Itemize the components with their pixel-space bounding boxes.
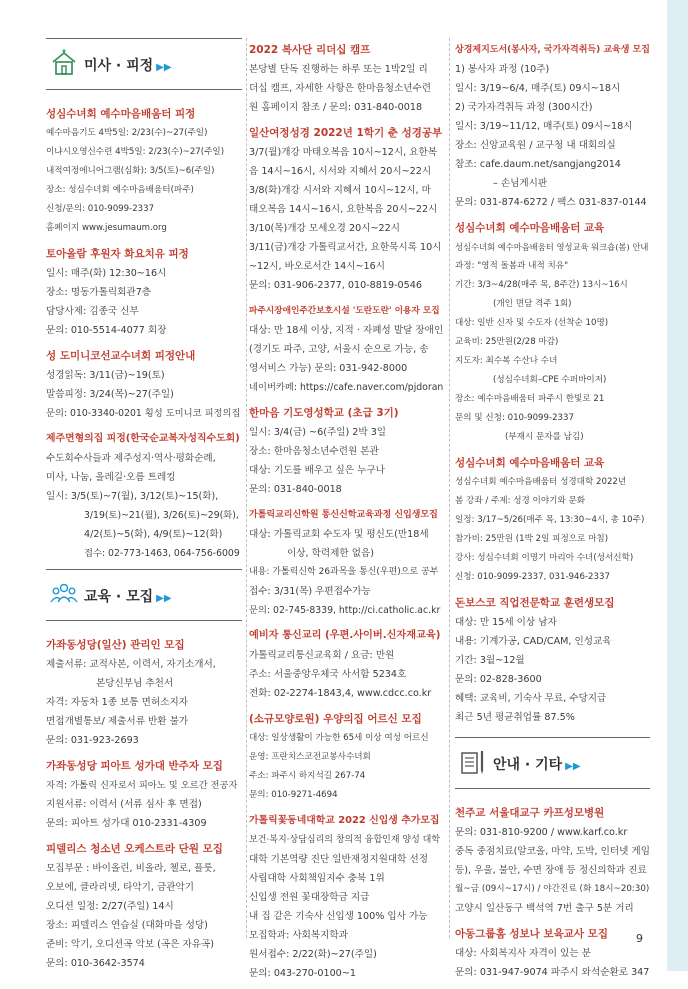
notice-line: (부재시 문자를 남김) [505, 432, 584, 442]
notice-line: 강사: 성심수녀회 이명기 마리아 수녀(성서신학) [455, 553, 634, 563]
notice-line: 참가비: 25만원 (1박 2일 피정으로 마침) [455, 534, 609, 544]
notice-line: 장소: 성심수녀회 예수마음배움터(파주) [46, 185, 194, 195]
notice-line: (경기도 파주, 고양, 서울시 순으로 가능, 송 [249, 344, 429, 355]
notice-line: 접수: 02-773-1463, 064-756-6009 [84, 548, 240, 559]
notice-line: 문의: 031-906-2377, 010-8819-0546 [249, 280, 422, 291]
notice-title: 아동그룹홈 성보나 보육교사 모집 [455, 928, 608, 940]
notice-item [455, 803, 650, 918]
notice-line: 네이버카페: https://cafe.naver.com/pjdoran [249, 382, 444, 393]
notice-title: 일산여정성경 2022년 1학기 춘 성경공부 [249, 127, 443, 139]
notice-line: 모집학과: 사회복지학과 [249, 930, 348, 941]
notice-line: 일시: 3/4(금) ~6(주일) 2박 3일 [249, 427, 387, 438]
notice-line: 원서접수: 2/22(화)~27(주일) [249, 949, 377, 960]
notice-line: 성심수녀회 예수마음배움터 성경대학 2022년 [455, 477, 627, 487]
column-middle [249, 40, 443, 989]
notice-line: 성심수녀회 예수마음배움터 영성교육 워크숍(봄) 안내 [455, 242, 649, 252]
section-header-info-etc [455, 737, 650, 789]
group-people-icon [50, 580, 78, 608]
notice-line: 지도자: 최수복 수산나 수녀 [455, 356, 558, 366]
notice-item [249, 811, 443, 983]
notice-line: 담당사제: 김종국 신부 [46, 306, 139, 317]
notice-line: 사립대학 사회책임지수 충북 1위 [249, 873, 385, 884]
notice-line: 문의: 031-874-6272 / 팩스 031-837-0144 [455, 197, 647, 208]
notice-line: (성심수녀회–CPE 수퍼바이저) [493, 375, 607, 385]
page-number: 9 [636, 932, 643, 945]
notice-line: 1) 봉사자 과정 (10주) [455, 64, 550, 75]
notice-line: 대상: 일반 신자 및 수도자 (선착순 10명) [455, 318, 609, 328]
notice-title: 예비자 통신교리 (우편.사이버.신자재교육) [249, 630, 441, 641]
notice-line: 주소: 서울중앙우체국 사서함 5234호 [249, 669, 407, 680]
notice-line: 장소: 예수마음배움터 파주시 한빛로 21 [455, 394, 605, 404]
church-icon [50, 49, 78, 77]
notice-item [455, 40, 650, 212]
notice-item [455, 218, 650, 447]
notice-title: 성 도미니코선교수녀회 피정안내 [46, 350, 196, 362]
notice-line: 제출서류: 교적사본, 이력서, 자기소개서, [46, 659, 216, 670]
notice-line: 혜택: 교육비, 기숙사 무료, 수당지급 [455, 693, 607, 704]
arrow-icon: ▶▶ [156, 593, 172, 604]
notice-line: 3/8(화)개강 시서와 지혜서 10시~12시, 마 [249, 185, 431, 196]
notice-line: 문의: 02-745-8339, http://ci.catholic.ac.kr [249, 605, 441, 616]
notice-line: 예수마음기도 4박5일: 2/23(수)~27(주일) [46, 128, 208, 138]
notice-line: 참조: cafe.daum.net/sangjang2014 [455, 159, 621, 170]
notice-title: 가톨릭꽃동네대학교 2022 신입생 추가모집 [249, 815, 440, 826]
notice-title: 가좌동성당 피아트 성가대 반주자 모집 [46, 760, 223, 772]
notice-item [46, 635, 242, 750]
column-right [455, 40, 650, 988]
notice-line: 일정: 3/17~5/26(매주 목, 13:30~4시, 총 10주) [455, 515, 645, 525]
notice-line: 오디션 일정: 2/27(주일) 14시 [46, 901, 174, 912]
notice-line: 신청/문의: 010-9099-2337 [46, 204, 155, 214]
notice-line: 일시: 3/5(토)~7(월), 3/12(토)~15(화), [46, 491, 219, 502]
notice-line: 미사, 나눔, 올레길·오름 트레킹 [46, 472, 176, 483]
notice-line: 더십 캠프, 자세한 사항은 한마음청소년수련 [249, 83, 432, 94]
notice-line: 홈페이지 www.jesumaum.org [46, 223, 167, 233]
arrow-icon: ▶▶ [565, 761, 581, 772]
notice-line: 이상, 학력제한 없음) [287, 548, 375, 559]
notice-item [249, 505, 443, 620]
notice-line: 대상: 만 18세 이상, 지적 · 자폐성 발달 장애인 [249, 325, 444, 336]
column-left [46, 38, 242, 979]
notice-line: 월~금 (09시~17시) / 야간진료 (화 18시~20:30) [455, 884, 650, 894]
notice-line: 대상: 일상생활이 가능한 65세 이상 여성 어르신 [249, 733, 429, 743]
notice-title: (소규모양로원) 우양의집 어르신 모집 [249, 713, 422, 725]
column-divider [449, 38, 450, 938]
notice-line: 문의: 010-3642-3574 [46, 958, 145, 969]
notice-item [455, 593, 650, 727]
section-title: 미사 · 피정 ▶▶ [84, 58, 172, 74]
notice-line: 교육비: 25만원(2/28 마감) [455, 337, 559, 347]
notice-line: 문의: 010-9271-4694 [249, 790, 338, 800]
section-header-education-recruit [46, 569, 242, 621]
notice-item [249, 123, 443, 295]
notice-line: 자격: 자동차 1종 보통 면허소지자 [46, 697, 189, 708]
notice-line: 자격: 가톨릭 신자로서 피아노 및 오르간 전공자 [46, 780, 238, 791]
notice-line: 대상: 만 15세 이상 남자 [455, 617, 557, 628]
notice-title: 천주교 서울대교구 카프성모병원 [455, 807, 605, 819]
notice-line: 태오복음 14시~16시, 요한복음 20시~22시 [249, 204, 438, 215]
notice-title: 성심수녀회 예수마음배움터 교육 [455, 222, 605, 234]
notice-title: 가톨릭교리신학원 통신신학교육과정 신입생모집 [249, 510, 438, 520]
notice-title: 제주면형의집 피정(한국순교복자성직수도회) [46, 433, 240, 444]
notice-line: 지원서류: 이력서 (서류 심사 후 면접) [46, 799, 202, 810]
notice-item [249, 626, 443, 703]
notice-line: 고양시 일산동구 백석역 7번 출구 5분 거리 [455, 903, 634, 914]
notice-title: 피델리스 청소년 오케스트라 단원 모집 [46, 843, 223, 855]
notice-line: 문의 및 신청: 010-9099-2337 [455, 413, 574, 423]
notice-item [249, 301, 443, 397]
notice-line: 내 집 같은 기숙사 신입생 100% 입사 가능 [249, 911, 428, 922]
notice-item [46, 429, 242, 563]
notice-line: 오보에, 클라리넷, 타악기, 금관악기 [46, 882, 195, 893]
notice-line: 일시: 매주(화) 12:30~16시 [46, 268, 167, 279]
notice-line: 수도회수사들과 제주성지·역사·평화순례, [46, 453, 216, 464]
notice-line: 운영: 프란치스코전교봉사수녀회 [249, 752, 371, 762]
notice-line: 주소: 파주시 하지석길 267-74 [249, 771, 366, 781]
notice-title: 성심수녀회 예수마음배움터 피정 [46, 108, 196, 120]
notice-line: 대상: 가톨릭교회 수도자 및 평신도(만18세 [249, 529, 429, 540]
notice-line: 문의: 010-3340-0201 횡성 도미니코 피정의집 [46, 408, 241, 419]
notice-line: – 손님게시판 [493, 178, 548, 189]
notice-line: 대학 기본역량 진단 일반재정지원대학 선정 [249, 854, 429, 865]
page-edge-tab [667, 0, 688, 971]
notice-line: 3/11(금)개강 가톨릭교서간, 요한묵시록 10시 [249, 242, 442, 253]
notice-line: 장소: 신앙교육원 / 교구청 내 대회의실 [455, 140, 616, 151]
notice-title: 한마음 기도영성학교 (초급 3기) [249, 407, 399, 419]
notice-item [455, 453, 650, 587]
notice-line: 음 14시~16시, 시서와 지혜서 20시~22시 [249, 166, 432, 177]
notice-line: 4/2(토)~5(화), 4/9(토)~12(화) [84, 529, 223, 540]
notice-title: 2022 복사단 리더십 캠프 [249, 44, 371, 56]
notice-line: 장소: 명동가톨릭회관7층 [46, 287, 152, 298]
notice-line: 문의: 043-270-0100~1 [249, 968, 356, 979]
notice-item [249, 709, 443, 805]
notice-line: 기간: 3월~12월 [455, 655, 525, 666]
notice-line: 일시: 3/19~6/4, 매주(토) 09시~18시 [455, 83, 621, 94]
notice-title: 토아올람 후원자 화요치유 피정 [46, 248, 189, 260]
notice-item [249, 403, 443, 499]
notice-line: 문의: 031-923-2693 [46, 735, 139, 746]
section-header-mass-retreat [46, 38, 242, 90]
notice-line: 내용: 기계가공, CAD/CAM, 인성교육 [455, 636, 612, 647]
notice-item [46, 756, 242, 833]
notice-item [46, 839, 242, 973]
notice-line: 신청: 010-9099-2337, 031-946-2337 [455, 572, 610, 582]
notice-title: 돈보스코 직업전문학교 훈련생모집 [455, 597, 615, 609]
notice-item [46, 346, 242, 423]
notice-item [46, 244, 242, 340]
notice-line: 보건·복지·상담심리의 창의적 융합인재 양성 대학 [249, 835, 441, 845]
notice-line: 봄 강좌 / 주제: 성경 이야기와 문화 [455, 496, 586, 506]
notice-line: 내적여정에니어그램(심화): 3/5(토)~6(주일) [46, 166, 215, 176]
notice-line: 문의: 02-828-3600 [455, 674, 542, 685]
notice-title: 파주시장애인주간보호시설 '도란도란' 이용자 모집 [249, 306, 440, 316]
notice-line: 등), 우울, 불안, 수면 장애 등 정신의학과 진료 [455, 865, 647, 876]
notice-line: (개인 면담 격주 1회) [493, 299, 572, 309]
notice-line: 과정: "영적 돌봄과 내적 치유" [455, 261, 569, 271]
notice-line: 대상: 사회복지사 자격이 있는 분 [455, 948, 591, 959]
notice-line: 본당별 단독 진행하는 하루 또는 1박2일 리 [249, 64, 428, 75]
section-title: 안내 · 기타 ▶▶ [493, 757, 581, 773]
notice-item [46, 104, 242, 238]
notice-line: 문의: 피아트 성가대 010-2331-4309 [46, 818, 207, 829]
notice-line: 면접개별통보/ 제출서류 반환 불가 [46, 716, 189, 727]
notice-line: 중독 중점치료(알코올, 마약, 도박, 인터넷 게임 [455, 846, 650, 857]
notice-line: 접수: 3/31(목) 우편접수가능 [249, 586, 371, 597]
notice-line: 신입생 전원 꽃대장학금 지급 [249, 892, 370, 903]
notice-line: 장소: 피델리스 연습실 (대화마을 성당) [46, 920, 208, 931]
notice-line: ~12시, 바오로서간 14시~16시 [249, 261, 385, 272]
notice-title: 가좌동성당(일산) 관리인 모집 [46, 639, 185, 651]
notice-line: 성경읽독: 3/11(금)~19(토) [46, 370, 165, 381]
notice-line: 이냐시오영신수련 4박5일: 2/23(수)~27(주일) [46, 147, 225, 157]
notice-line: 문의: 010-5514-4077 회장 [46, 325, 167, 336]
notice-title: 성심수녀회 예수마음배움터 교육 [455, 457, 605, 469]
notice-line: 문의: 031-840-0018 [249, 484, 342, 495]
arrow-icon: ▶▶ [156, 62, 172, 73]
notice-line: 대상: 기도를 배우고 싶은 누구나 [249, 465, 385, 476]
notice-line: 3/10(목)개강 모세오경 20시~22시 [249, 223, 400, 234]
notice-item [455, 924, 650, 982]
notice-line: 모집부문 : 바이올린, 비올라, 첼로, 플룻, [46, 863, 216, 874]
notice-line: 원 홈페이지 참조 / 문의: 031-840-0018 [249, 102, 423, 113]
notice-line: 일시: 3/19~11/12, 매주(토) 09시~18시 [455, 121, 633, 132]
column-divider [246, 38, 247, 938]
notice-line: 2) 국가자격취득 과정 (300시간) [455, 102, 593, 113]
notice-line: 영서비스 가능) 문의: 031-942-8000 [249, 363, 408, 374]
notice-line: 가톨릭교리통신교육회 / 요금: 만원 [249, 650, 395, 661]
notice-line: 장소: 한마음청소년수련원 본관 [249, 446, 379, 457]
notice-line: 내용: 가톨릭신학 26과목을 통신(우편)으로 공부 [249, 567, 439, 577]
notice-line: 기간: 3/3~4/28(매주 목, 8주간) 13시~16시 [455, 280, 628, 290]
notepad-pen-icon [459, 748, 487, 776]
notice-line: 본당신부님 추천서 [96, 678, 174, 689]
notice-title: 상경제지도서(봉사자, 국가자격취득) 교육생 모집 [455, 45, 650, 55]
notice-line: 최근 5년 평균취업률 87.5% [455, 712, 575, 723]
notice-item [249, 40, 443, 117]
notice-line: 문의: 031-810-9200 / www.karf.co.kr [455, 827, 628, 838]
notice-line: 3/19(토)~21(월), 3/26(토)~29(화), [84, 510, 239, 521]
notice-line: 준비: 악기, 오디션곡 악보 (곡은 자유곡) [46, 939, 215, 950]
notice-line: 3/7(월)개강 마태오복음 10시~12시, 요한복 [249, 147, 438, 158]
notice-line: 문의: 031-947-9074 파주시 와석순환로 347 [455, 967, 650, 978]
notice-line: 전화: 02-2274-1843,4, www.cdcc.co.kr [249, 688, 432, 699]
section-title: 교육 · 모집 ▶▶ [84, 589, 172, 605]
notice-line: 말씀피정: 3/24(목)~27(주일) [46, 389, 174, 400]
